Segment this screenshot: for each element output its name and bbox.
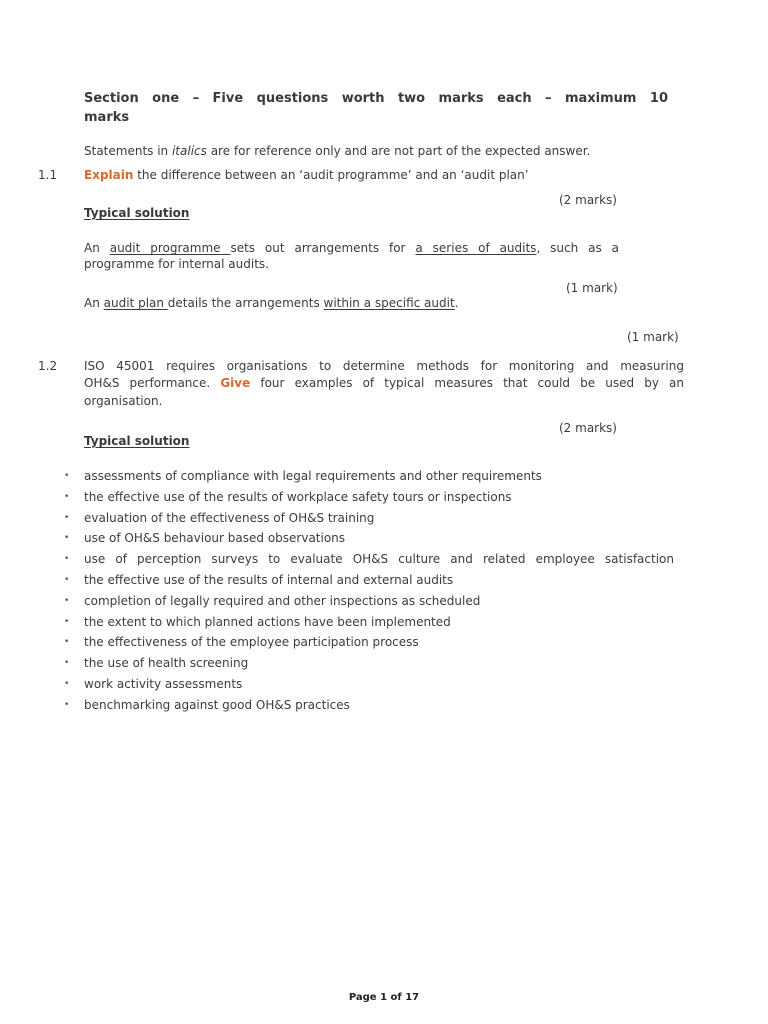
solution-label-1-1: Typical solution <box>84 206 190 220</box>
list-item-text: the extent to which planned actions have been implemented <box>84 614 451 629</box>
italics-note-pre: Statements in <box>84 144 172 158</box>
p1-text-a: An <box>84 241 110 255</box>
list-item-text: work activity assessments <box>84 676 243 691</box>
list-item <box>0 572 768 593</box>
question-1-1-body: the difference between an ‘audit programme’ and an ‘audit plan’ <box>133 168 529 182</box>
list-item <box>0 676 768 697</box>
question-1-2-line1: ISO 45001 requires organisations to determine methods for monitoring and measuring <box>84 359 684 373</box>
command-word-give: Give <box>220 376 251 390</box>
answer-1-1-para1-line1 <box>84 240 619 257</box>
bullet-icon: • <box>64 658 70 669</box>
bullet-icon: • <box>64 595 70 606</box>
bullet-icon: • <box>64 699 70 710</box>
command-word-explain: Explain <box>84 168 134 182</box>
list-item <box>0 551 768 572</box>
list-item <box>0 489 768 510</box>
question-1-2-line3: organisation. <box>84 394 163 408</box>
answer-1-1-para2 <box>84 295 459 312</box>
p2-text-c: . <box>454 296 459 310</box>
list-item-text: use of OH&S behaviour based observations <box>84 531 346 546</box>
p2-underline-audit-plan: audit plan <box>103 296 168 310</box>
bullet-icon: • <box>64 533 70 544</box>
section-title: Section one – Five questions worth two marks each – maximum 10 <box>84 91 668 106</box>
list-item-text: the effective use of the results of workplace safety tours or inspections <box>84 489 512 504</box>
question-number-1-2: 1.2 <box>38 359 58 373</box>
question-number-1-1: 1.1 <box>38 168 58 182</box>
p2-underline-within-specific-audit: within a specific audit <box>323 296 455 310</box>
list-item <box>0 468 768 489</box>
p1-underline-audit-programme: audit programme <box>109 241 231 255</box>
answer-1-1-para1-line2: programme for internal audits. <box>84 257 269 271</box>
question-1-1-marks: (2 marks) <box>559 193 617 207</box>
list-item-text: the use of health screening <box>84 656 249 671</box>
p1-text-b: sets out arrangements for <box>230 241 416 255</box>
p2-text-a: An <box>84 296 104 310</box>
list-item <box>0 655 768 676</box>
list-item <box>0 697 768 718</box>
list-item <box>0 614 768 635</box>
italics-note <box>84 143 590 160</box>
bullet-icon: • <box>64 637 70 648</box>
italics-note-post: are for reference only and are not part of the expected answer. <box>206 144 591 158</box>
question-1-1-text <box>84 167 529 184</box>
bullet-icon: • <box>64 512 70 523</box>
bullet-icon: • <box>64 471 70 481</box>
list-item <box>0 510 768 531</box>
list-item <box>0 634 768 655</box>
answer-1-1-para2-marks: (1 mark) <box>627 330 679 344</box>
answer-1-1-para1-marks: (1 mark) <box>566 281 618 295</box>
list-item-text: evaluation of the effectiveness of OH&S training <box>84 510 375 525</box>
list-item-text: use of perception surveys to evaluate OH&S culture and related employee satisfaction <box>84 552 674 567</box>
bullet-icon: • <box>64 678 70 689</box>
bullet-icon: • <box>64 491 70 502</box>
bullet-icon: • <box>64 554 70 565</box>
bullet-icon: • <box>64 574 70 585</box>
section-title-continued: marks <box>84 110 130 125</box>
question-1-2-line2 <box>84 375 684 392</box>
italics-note-italic: italics <box>171 144 207 158</box>
p1-text-c: , such as a <box>536 241 619 255</box>
p1-underline-series-of-audits: a series of audits <box>415 241 537 255</box>
measures-list <box>0 468 768 718</box>
question-1-2-marks: (2 marks) <box>559 421 617 435</box>
bullet-icon: • <box>64 616 70 627</box>
list-item-text: the effectiveness of the employee participation process <box>84 635 419 650</box>
q2-line2-a: OH&S performance. <box>84 376 221 390</box>
list-item-text: completion of legally required and other inspections as scheduled <box>84 593 481 608</box>
list-item-text: benchmarking against good OH&S practices <box>84 697 350 712</box>
solution-label-1-2: Typical solution <box>84 434 190 448</box>
list-item <box>0 530 768 551</box>
q2-line2-b: four examples of typical measures that could be used by an <box>250 376 684 390</box>
list-item-text: assessments of compliance with legal requirements and other requirements <box>84 469 542 483</box>
p2-text-b: details the arrangements <box>167 296 324 310</box>
list-item-text: the effective use of the results of internal and external audits <box>84 572 454 587</box>
list-item <box>0 593 768 614</box>
page-number-footer: Page 1 of 17 <box>348 992 420 1003</box>
